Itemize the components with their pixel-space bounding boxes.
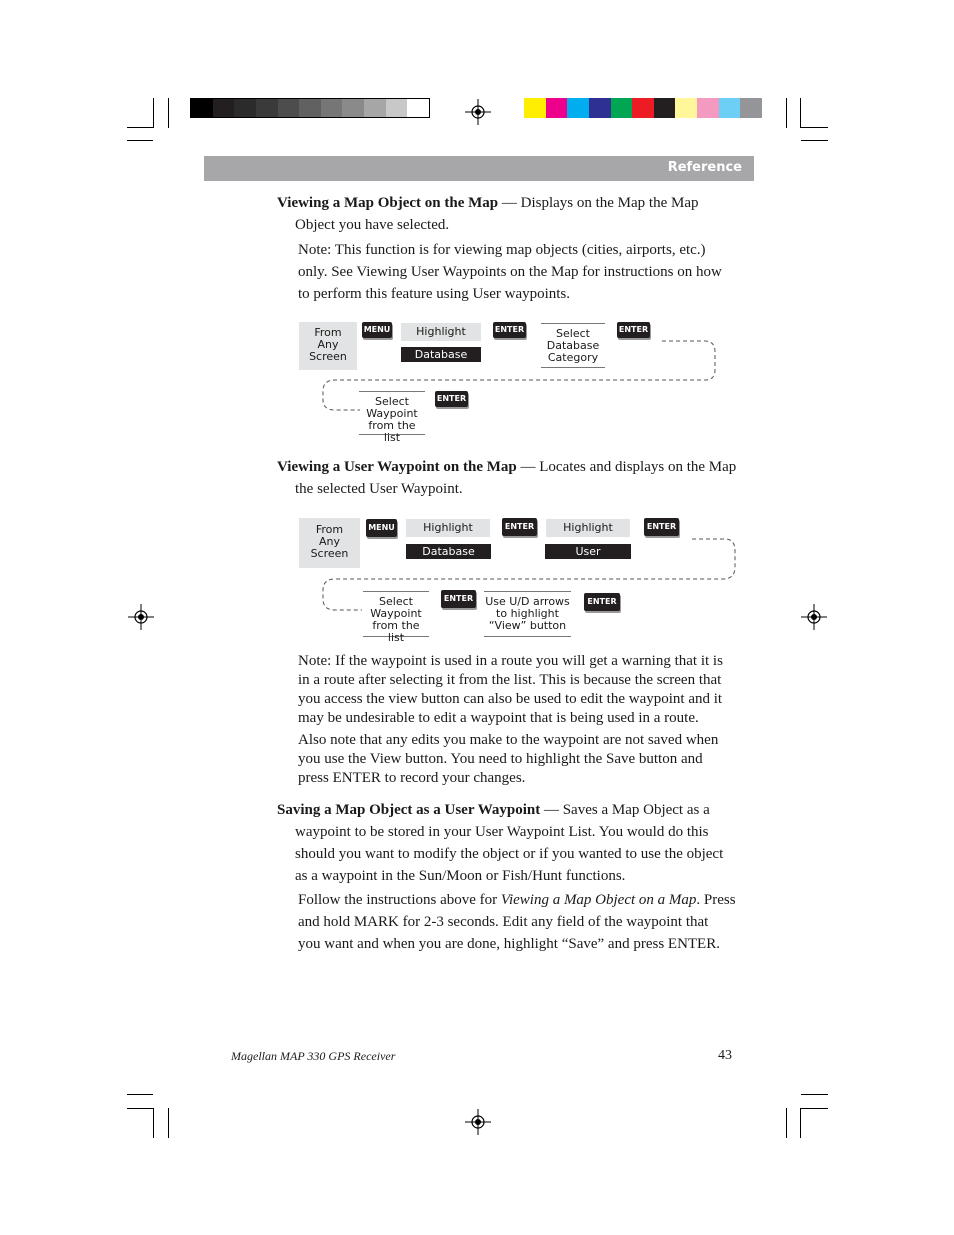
calibration-swatch (697, 98, 719, 118)
crop-mark (168, 1108, 169, 1138)
calibration-swatch (675, 98, 697, 118)
section2-paragraph: Viewing a User Waypoint on the Map — Locates and displays on the Map the selected User Waypoint. (277, 459, 737, 497)
enter-key-icon: ENTER (584, 593, 620, 611)
registration-target-icon (465, 99, 491, 125)
calibration-swatch (364, 99, 386, 117)
crop-mark (153, 98, 154, 128)
section2-heading: Viewing a User Waypoint on the Map (277, 459, 517, 475)
section1-note: Note: This function is for viewing map objects (cities, airports, etc.) only. See Viewing User Waypoints on the Map for instructions on how to perform this feature using User waypoints. (298, 242, 722, 302)
section3-desc: Saves a Map Object as a (562, 802, 710, 818)
crop-mark (801, 127, 828, 128)
calibration-swatch (321, 99, 343, 117)
crop-mark (168, 98, 169, 128)
section3-paragraph: Saving a Map Object as a User Waypoint — Saves a Map Object as a waypoint to be stored in your User Waypoint List. You would do this should you want to modify the object or if you wanted to use the object as a waypoint in the Sun/Moon or Fish/Hunt functions. (277, 802, 724, 884)
crop-mark (800, 98, 801, 128)
enter-key-icon: ENTER (644, 518, 679, 536)
grayscale-calibration-bar (190, 98, 430, 118)
flow1-from-any-screen: From Any Screen (299, 322, 357, 370)
section-header-band (204, 156, 754, 181)
calibration-swatch (589, 98, 611, 118)
crop-mark (801, 1108, 828, 1109)
crop-mark (786, 98, 787, 128)
flow1-select-waypoint: Select Waypoint from the list (359, 391, 425, 435)
crop-mark (127, 1108, 153, 1109)
flow2-select-waypoint: Select Waypoint from the list (363, 591, 429, 637)
crop-mark (127, 127, 153, 128)
calibration-swatch (654, 98, 676, 118)
footer-title: Magellan MAP 330 GPS Receiver (231, 1049, 396, 1063)
section3-follow-paragraph: Follow the instructions above for Viewing a Map Object on a Map. Press and hold MARK for 2-3 seconds. Edit any field of the waypoint that you want and when you are done, highlight “Save” and press ENTER. (298, 892, 736, 952)
flow2-highlight-database: Database (406, 544, 491, 559)
calibration-swatch (234, 99, 256, 117)
crop-mark (800, 1108, 801, 1138)
flow1-highlight-label: Highlight (401, 323, 481, 341)
crop-mark (801, 140, 828, 141)
section1-heading: Viewing a Map Object on the Map (277, 195, 499, 211)
menu-key-icon: MENU (366, 519, 397, 537)
note2-paragraph: Note: If the waypoint is used in a route you will get a warning that it is in a route after selecting it from the list. This is because the screen that you access the view button can also be used to edit the waypoint and it may be undesirable to edit a waypoint that is being used in a route. Also note that any edits you make to the waypoint are not saved when you use the View button. You need to highlight the Save button and press ENTER to record your changes. (298, 653, 723, 786)
calibration-swatch (191, 99, 213, 117)
section1-desc: Displays on the Map the Map (520, 195, 699, 211)
crop-mark (127, 140, 153, 141)
calibration-swatch (299, 99, 321, 117)
calibration-swatch (342, 99, 364, 117)
calibration-swatch (524, 98, 546, 118)
flow2-use-arrows: Use U/D arrows to highlight “View” button (484, 591, 571, 637)
crop-mark (153, 1108, 154, 1138)
crop-mark (786, 1108, 787, 1138)
flow1-select-category: Select Database Category (541, 323, 605, 368)
section-label: Reference (667, 160, 742, 175)
registration-target-icon (801, 604, 827, 630)
calibration-swatch (611, 98, 633, 118)
flow2-highlight-user: User (545, 544, 631, 559)
section3-heading: Saving a Map Object as a User Waypoint (277, 802, 541, 818)
enter-key-icon: ENTER (502, 518, 537, 536)
flow1-highlight-database: Database (401, 347, 481, 362)
calibration-swatch (213, 99, 235, 117)
calibration-swatch (278, 99, 300, 117)
flow2-highlight-label-1: Highlight (406, 519, 490, 537)
registration-target-icon (128, 604, 154, 630)
section2-desc: Locates and displays on the Map (539, 459, 737, 475)
crop-mark (127, 1094, 153, 1095)
enter-key-icon: ENTER (435, 391, 468, 407)
flow2-highlight-label-2: Highlight (546, 519, 630, 537)
calibration-swatch (407, 99, 429, 117)
enter-key-icon: ENTER (493, 322, 526, 338)
color-calibration-bar (524, 98, 762, 118)
registration-target-icon (465, 1109, 491, 1135)
calibration-swatch (386, 99, 408, 117)
flow2-from-any-screen: From Any Screen (299, 518, 360, 568)
calibration-swatch (546, 98, 568, 118)
enter-key-icon: ENTER (617, 322, 650, 338)
page-number: 43 (718, 1048, 732, 1063)
calibration-swatch (719, 98, 741, 118)
menu-key-icon: MENU (362, 322, 392, 338)
crop-mark (801, 1094, 828, 1095)
calibration-swatch (256, 99, 278, 117)
calibration-swatch (567, 98, 589, 118)
calibration-swatch (632, 98, 654, 118)
section1-paragraph: Viewing a Map Object on the Map — Displays on the Map the Map Object you have selected. (277, 195, 699, 233)
enter-key-icon: ENTER (441, 590, 476, 608)
calibration-swatch (740, 98, 762, 118)
